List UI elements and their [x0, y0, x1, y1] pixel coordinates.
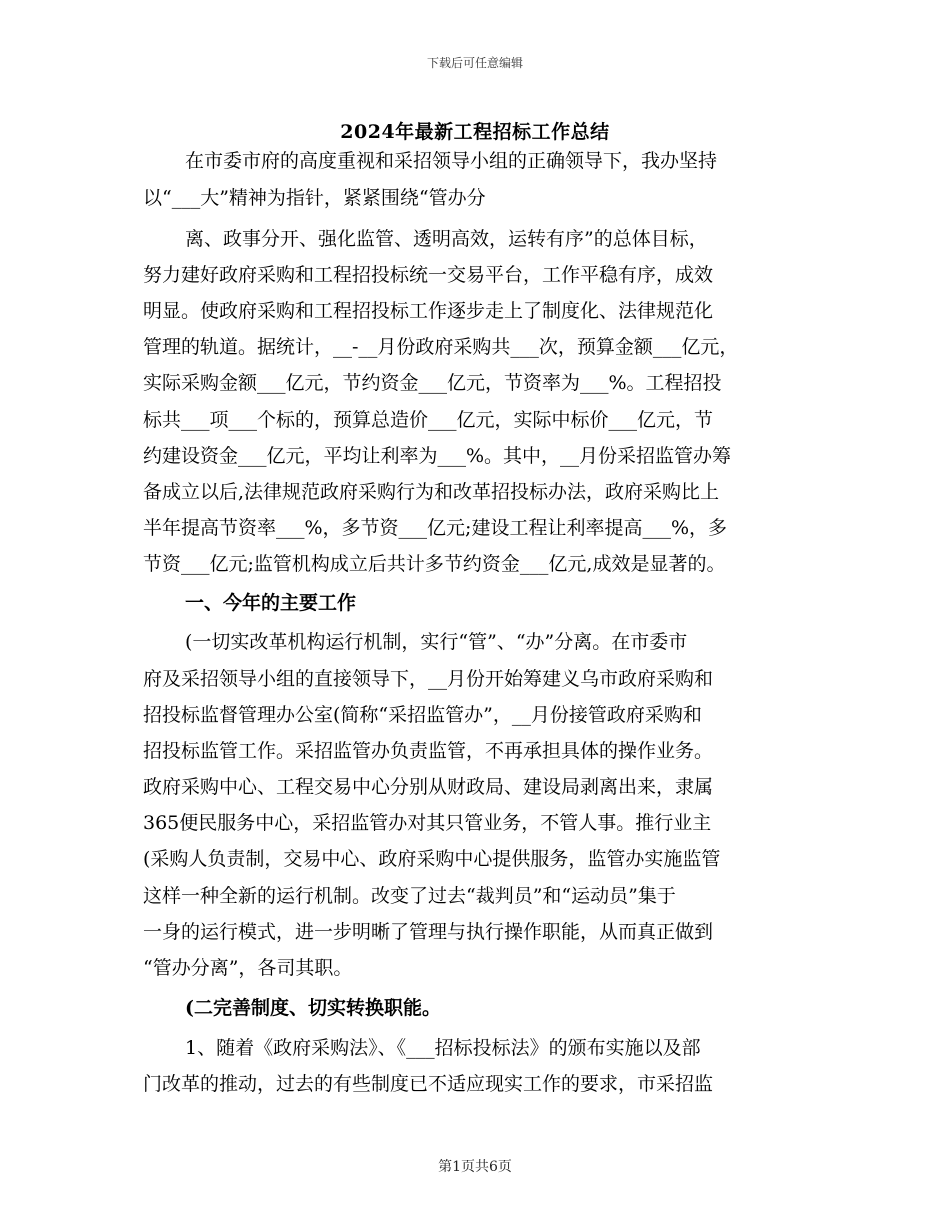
paragraph-line: 节资___亿元;监管机构成立后共计多节约资金___亿元,成效是显著的。 — [143, 553, 726, 575]
document-title: 2024年最新工程招标工作总结 — [340, 121, 610, 143]
paragraph-line: 在市委市府的高度重视和采招领导小组的正确领导下，我办坚持 — [185, 150, 718, 172]
paragraph-line: (采购人负责制，交易中心、政府采购中心提供服务，监管办实施监管 — [143, 848, 721, 870]
paragraph-line: 以“___大”精神为指针，紧紧围绕“管办分 — [143, 187, 486, 209]
paragraph-line: 约建设资金___亿元，平均让利率为___%。其中，__月份采招监管办筹 — [143, 445, 732, 467]
paragraph-line: 政府采购中心、工程交易中心分别从财政局、建设局剥离出来，隶属 — [143, 776, 714, 798]
paragraph-line: 招投标监管工作。采招监管办负责监管，不再承担具体的操作业务。 — [143, 740, 714, 762]
page-number-footer: 第1页共6页 — [438, 1159, 512, 1175]
paragraph-line: 1、随着《政府采购法》、《___招标投标法》的颁布实施以及部 — [185, 1037, 701, 1059]
paragraph-line: 备成立以后,法律规范政府采购行为和改革招投标办法，政府采购比上 — [143, 481, 720, 503]
paragraph-line: 管理的轨道。据统计，__-__月份政府采购共___次，预算金额___亿元， — [143, 336, 739, 358]
paragraph-line: (一切实改革机构运行机制，实行“管”、“办”分离。在市委市 — [185, 631, 688, 653]
subsection-heading: (二完善制度、切实转换职能。 — [185, 997, 441, 1019]
paragraph-line: 府及采招领导小组的直接领导下，__月份开始筹建义乌市政府采购和 — [143, 668, 714, 690]
paragraph-line: 明显。使政府采购和工程招投标工作逐步走上了制度化、法律规范化 — [143, 300, 714, 322]
paragraph-line: 一身的运行模式，进一步明晰了管理与执行操作职能，从而真正做到 — [143, 921, 714, 943]
paragraph-line: 离、政事分开、强化监管、透明高效，运转有序”的总体目标， — [185, 228, 708, 250]
paragraph-line: 这样一种全新的运行机制。改变了过去“裁判员”和“运动员”集于 — [143, 885, 676, 907]
paragraph-line: 标共___项___个标的，预算总造价___亿元，实际中标价___亿元，节 — [143, 409, 714, 431]
paragraph-line: “管办分离”，各司其职。 — [143, 957, 353, 979]
paragraph-line: 365便民服务中心，采招监管办对其只管业务，不管人事。推行业主 — [143, 812, 712, 834]
paragraph-line: 门改革的推动，过去的有些制度已不适应现实工作的要求，市采招监 — [143, 1073, 714, 1095]
page-header-note: 下载后可任意编辑 — [426, 56, 523, 70]
paragraph-line: 半年提高节资率___%，多节资___亿元;建设工程让利率提高___%，多 — [143, 517, 728, 539]
section-heading: 一、今年的主要工作 — [185, 592, 357, 614]
paragraph-line: 努力建好政府采购和工程招投标统一交易平台，工作平稳有序，成效 — [143, 264, 714, 286]
paragraph-line: 实际采购金额___亿元，节约资金___亿元，节资率为___%。工程招投 — [143, 372, 722, 394]
paragraph-line: 招投标监督管理办公室(简称“采招监管办”，__月份接管政府采购和 — [143, 704, 702, 726]
